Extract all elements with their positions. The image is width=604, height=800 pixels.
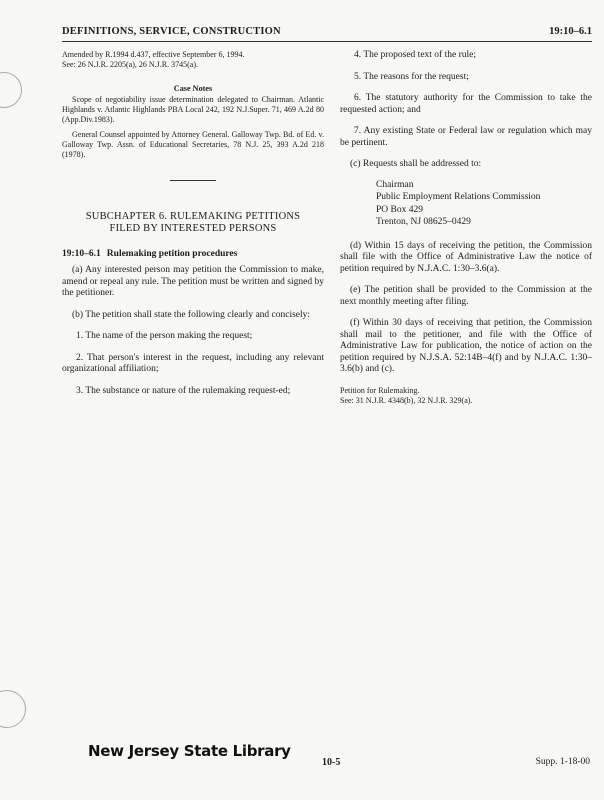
case-note: General Counsel appointed by Attorney General. Galloway Twp. Bd. of Ed. v. Galloway Twp. Assn. of Educational Secretaries, 78 N.J. 25, 393 A.2d 218 (1978).: [62, 130, 324, 159]
list-item: 5. The reasons for the request;: [354, 71, 469, 82]
list-item: 7. Any existing State or Federal law or regulation which may be pertinent.: [340, 126, 592, 148]
list-item: 4. The proposed text of the rule;: [354, 50, 476, 60]
binder-hole-bottom: [0, 690, 26, 728]
section-title: Rulemaking petition procedures: [106, 249, 238, 259]
case-notes-title: Case Notes: [173, 84, 213, 93]
paragraph-c: (c) Requests shall be addressed to:: [350, 159, 482, 169]
mailing-address: [376, 179, 592, 229]
paragraph-d: (d) Within 15 days of receiving the petition, the Commission shall file with the Office of Administrative Law the notice of petition required by N.J.A.C. 1:30–3.6(a).: [340, 240, 592, 274]
right-column: [340, 50, 592, 420]
history-line: Amended by R.1994 d.437, effective September 6, 1994.: [62, 50, 245, 59]
page-number: 10-5: [322, 757, 341, 768]
left-column: [62, 50, 324, 407]
header-title: DEFINITIONS, SERVICE, CONSTRUCTION: [62, 26, 281, 37]
header-rule: [62, 41, 592, 42]
binder-hole-top: [0, 72, 22, 108]
paragraph-a: (a) Any interested person may petition the Commission to make, amend or repeal any rule. The petition must be written and signed by the petitioner.: [62, 265, 324, 298]
subchapter-heading: [62, 211, 324, 235]
paragraph-f: (f) Within 30 days of receiving that petition, the Commission shall mail to the petitioner, and file with the Office of Administrative Law for publication, the notice of action on the petition required by N.J.S.A. 52:14B–4(f) and by N.J.A.C. 1:30–3.6(b) and (c).: [340, 318, 592, 374]
address-line: Trenton, NJ 08625–0429: [376, 217, 471, 227]
section-number: 19:10–6.1: [62, 249, 101, 259]
running-header: [62, 26, 592, 42]
header-section-number: 19:10–6.1: [549, 26, 592, 37]
address-line: Public Employment Relations Commission: [376, 192, 541, 202]
history-line: See: 26 N.J.R. 2205(a), 26 N.J.R. 3745(a).: [62, 60, 198, 69]
history-note: [340, 386, 592, 406]
case-note: Scope of negotiability issue determination delegated to Chairman. Atlantic Highlands v. Atlantic Highlands PBA Local 242, 192 N.J.Super. 71, 469 A.2d 80 (App.Div.1983).: [62, 95, 324, 124]
list-item: 3. The substance or nature of the rulemaking request-ed;: [76, 385, 291, 396]
address-line: PO Box 429: [376, 204, 423, 215]
list-item: 6. The statutory authority for the Commission to take the requested action; and: [340, 93, 592, 115]
library-stamp: New Jersey State Library: [88, 742, 291, 760]
history-note: [62, 50, 324, 70]
paragraph-e: (e) The petition shall be provided to the Commission at the next monthly meeting after filing.: [340, 285, 592, 307]
subchapter-line: FILED BY INTERESTED PERSONS: [109, 223, 277, 234]
list-item: 2. That person's interest in the request, including any relevant organizational affiliation;: [62, 352, 324, 374]
paragraph-b: (b) The petition shall state the following clearly and concisely:: [72, 309, 311, 320]
supplement-date: Supp. 1-18-00: [535, 757, 590, 767]
section-heading: [62, 249, 324, 259]
history-line: See: 31 N.J.R. 4348(b), 32 N.J.R. 329(a).: [340, 395, 473, 405]
history-line: Petition for Rulemaking.: [340, 385, 420, 395]
list-item: 1. The name of the person making the request;: [76, 331, 253, 341]
subchapter-line: SUBCHAPTER 6. RULEMAKING PETITIONS: [85, 211, 301, 222]
section-divider: [170, 180, 216, 181]
address-line: Chairman: [376, 179, 414, 190]
